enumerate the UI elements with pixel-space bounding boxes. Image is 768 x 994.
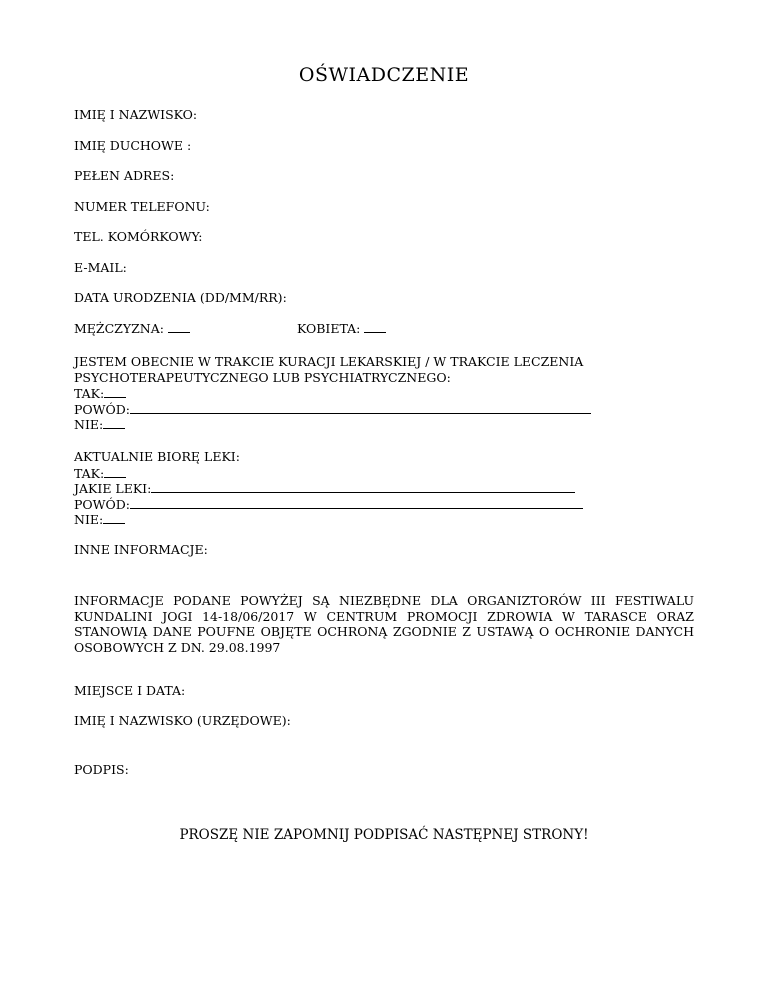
medication-section bbox=[74, 449, 583, 527]
treatment-reason-blank[interactable] bbox=[130, 401, 591, 414]
medication-which-label: JAKIE LEKI: bbox=[74, 481, 152, 496]
field-email-label: E-MAIL: bbox=[74, 260, 127, 275]
medication-which-blank[interactable] bbox=[151, 480, 575, 493]
treatment-question-line2: PSYCHOTERAPEUTYCZNEGO LUB PSYCHIATRYCZNEGO: bbox=[74, 369, 451, 385]
field-gender-male bbox=[74, 320, 190, 337]
medication-yes-label: TAK: bbox=[74, 465, 105, 481]
place-date-label: MIEJSCE I DATA: bbox=[74, 683, 186, 698]
treatment-no-label: NIE: bbox=[74, 417, 104, 432]
other-info-label: INNE INFORMACJE: bbox=[74, 542, 208, 557]
treatment-question-line1: JESTEM OBECNIE W TRAKCIE KURACJI LEKARSKIEJ / W TRAKCIE LECZENIA bbox=[74, 354, 584, 369]
medication-which-row bbox=[74, 480, 583, 496]
treatment-no-blank[interactable] bbox=[103, 416, 125, 429]
medication-yes-blank[interactable] bbox=[104, 465, 126, 478]
treatment-no-row bbox=[74, 416, 591, 432]
official-name-label: IMIĘ I NAZWISKO (URZĘDOWE): bbox=[74, 713, 291, 728]
signature-label: PODPIS: bbox=[74, 762, 129, 777]
treatment-yes-blank[interactable] bbox=[104, 385, 126, 398]
medication-reason-row bbox=[74, 496, 583, 512]
treatment-yes-label: TAK: bbox=[74, 386, 105, 401]
medication-question: AKTUALNIE BIORĘ LEKI: bbox=[74, 449, 240, 464]
male-blank[interactable] bbox=[168, 320, 190, 333]
field-spiritual-name-label: IMIĘ DUCHOWE : bbox=[74, 138, 192, 153]
data-protection-notice: INFORMACJE PODANE POWYŻEJ SĄ NIEZBĘDNE DLA ORGANIZTORÓW III FESTIWALU KUNDALINI JOGI 14-18/06/2017 W CENTRUM PROMOCJI ZDROWIA W TARASCE ORAZ STANOWIĄ DANE POUFNE OBJĘTE OCHRONĄ ZGODNIE Z USTAWĄ O OCHRONIE DANYCH OSOBOWYCH Z DN. 29.08.1997 bbox=[74, 593, 694, 655]
male-label: MĘŻCZYZNA: bbox=[74, 321, 164, 336]
treatment-section bbox=[74, 354, 591, 432]
field-phone-label: NUMER TELEFONU: bbox=[74, 199, 210, 214]
field-address-label: PEŁEN ADRES: bbox=[74, 168, 175, 183]
medication-reason-label: POWÓD: bbox=[74, 496, 130, 512]
treatment-yes-row bbox=[74, 385, 591, 401]
page-title: OŚWIADCZENIE bbox=[298, 64, 470, 86]
medication-no-row bbox=[74, 511, 583, 527]
medication-reason-blank[interactable] bbox=[130, 496, 583, 509]
medication-no-blank[interactable] bbox=[103, 511, 125, 524]
medication-no-label: NIE: bbox=[74, 512, 104, 527]
female-label: KOBIETA: bbox=[297, 321, 361, 336]
field-birth-date-label: DATA URODZENIA (DD/MM/RR): bbox=[74, 290, 287, 305]
field-gender-female bbox=[297, 320, 386, 337]
field-mobile-label: TEL. KOMÓRKOWY: bbox=[74, 229, 203, 244]
treatment-reason-row bbox=[74, 401, 591, 417]
treatment-reason-label: POWÓD: bbox=[74, 401, 130, 417]
female-blank[interactable] bbox=[364, 320, 386, 333]
field-name-label: IMIĘ I NAZWISKO: bbox=[74, 107, 198, 122]
footer-reminder: PROSZĘ NIE ZAPOMNIJ PODPISAĆ NASTĘPNEJ STRONY! bbox=[179, 827, 589, 843]
medication-yes-row bbox=[74, 465, 583, 481]
